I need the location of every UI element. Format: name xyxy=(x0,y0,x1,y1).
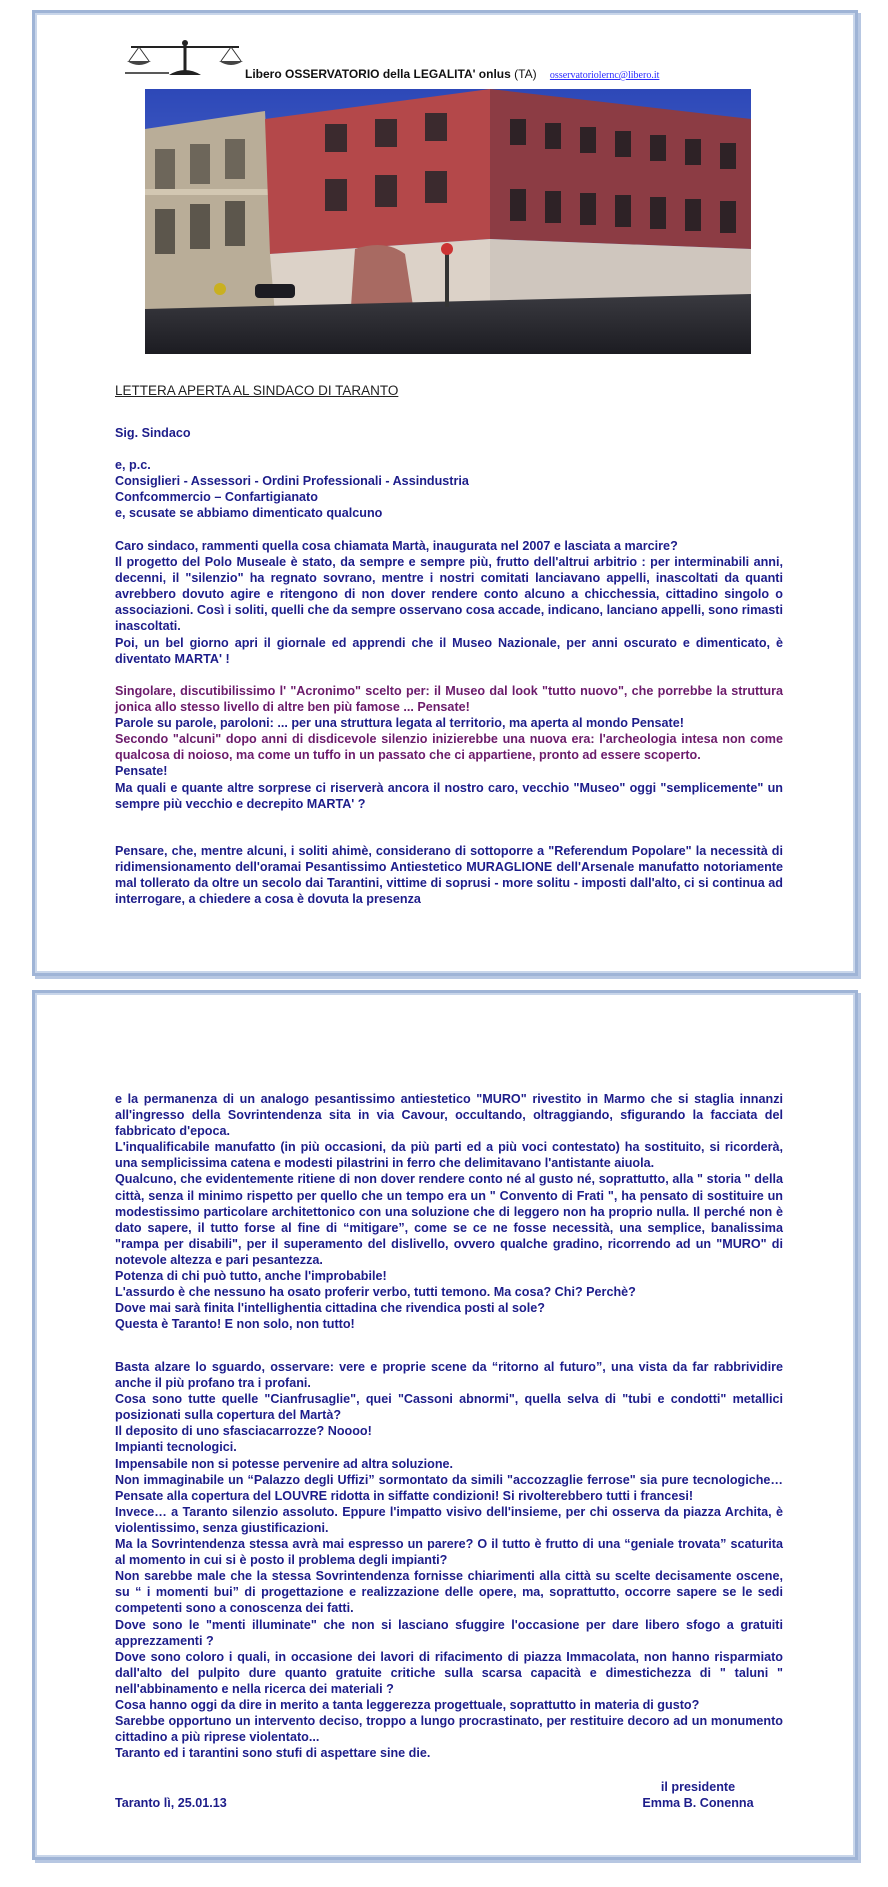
page2-block-2 xyxy=(115,1359,783,1761)
paragraph: Dove sono coloro i quali, in occasione dei lavori di rifacimento di piazza Immacolata, non hanno risparmiato dall'alto del pulpito dure quanto gratuite critiche sulla scarsa capacità e dimestichezza di " taluni " nell'abbinamento e nella ricerca dei materiali ? xyxy=(115,1649,783,1696)
org-of: della LEGALITA' onlus xyxy=(382,67,511,81)
pc-line: Confcommercio – Confartigianato xyxy=(115,490,318,505)
signature-name: Emma B. Conenna xyxy=(642,1796,754,1811)
page1-second-block xyxy=(115,683,783,812)
paragraph: L'inqualificabile manufatto (in più occasioni, da più parti ed a più voci contestato) ha sostituito, si ricorderà, una semplicissima catena e modesti pilastrini in ferro che delimitavano l'antistante aiuola. xyxy=(115,1140,783,1171)
paragraph: Dove mai sarà finita l'intellighentia cittadina che rivendica posti al sole? xyxy=(115,1301,545,1316)
paragraph: Impianti tecnologici. xyxy=(115,1440,237,1455)
paragraph: Il deposito di uno sfasciacarrozze? Noooo! xyxy=(115,1424,372,1439)
paragraph: Impensabile non si potesse pervenire ad altra soluzione. xyxy=(115,1456,454,1471)
email-link[interactable]: osservatoriolernc@libero.it xyxy=(549,70,660,81)
signature-block xyxy=(115,1779,783,1811)
letterhead xyxy=(125,37,765,83)
paragraph: Secondo "alcuni" dopo anni di disdicevole silenzio inizierebbe una nuova era: l'archeologia intesa non come qualcosa di noioso, ma come un tuffo in un passato che ci appartiene, pronto ad essere scoperto. xyxy=(115,732,783,763)
document-page-2 xyxy=(32,990,858,1860)
salutation xyxy=(115,425,783,441)
paragraph: Caro sindaco, rammenti quella cosa chiamata Martà, inaugurata nel 2007 e lasciata a marcire? xyxy=(115,539,678,553)
salutation-text: Sig. Sindaco xyxy=(115,426,191,440)
paragraph: Parole su parole, paroloni: ... per una struttura legata al territorio, ma aperta al mondo Pensate! xyxy=(115,716,684,731)
paragraph: Ma la Sovrintendenza stessa avrà mai espresso un parere? O il tutto è frutto di una “geniale trovata” scaturita al momento in cui si è posto il problema degli impianti? xyxy=(115,1537,783,1568)
page1-intro xyxy=(115,538,783,667)
signature-row-1 xyxy=(115,1779,783,1795)
letterhead-text xyxy=(245,67,659,81)
org-city: (TA) xyxy=(514,67,537,81)
paragraph: Qualcuno, che evidentemente ritiene di non dover rendere conto né al gusto né, soprattutto, alla " storia " della città, senza il minimo rispetto per quello che un tempo era un " Convento di Frati ", ha pensato di sostituire un modestissimo particolare architettonico con una soluzione che di leggero non ha proprio nulla. Il perché non è dato sapere, il tutto forse al fine di “mitigare”, come se ce ne fosse necessità, una semplice, banalissima "rampa per disabili", per il superamento del dislivello, ovvero qualche gradino, ricorrendo ad un "MURO" di notevole altezza e pari pesantezza. xyxy=(115,1172,783,1267)
place-date: Taranto lì, 25.01.13 xyxy=(115,1796,227,1811)
paragraph: e la permanenza di un analogo pesantissimo antiestetico "MURO" rivestito in Marmo che si staglia innanzi all'ingresso della Sovrintendenza sita in via Cavour, occultando, oltraggiando, sfigurando la facciata del fabbricato d'epoca. xyxy=(115,1092,783,1139)
paragraph: Cosa sono tutte quelle "Cianfrusaglie", quei "Cassoni abnormi", quella selva di "tubi e condotti" metallici posizionati sulla copertura del Martà? xyxy=(115,1392,783,1423)
paragraph: Invece… a Taranto silenzio assoluto. Eppure l'impatto visivo dell'insieme, per chi osserva da piazza Archita, è violentissimo, senza giustificazioni. xyxy=(115,1504,783,1535)
paragraph: Questa è Taranto! E non solo, non tutto! xyxy=(115,1317,355,1332)
paragraph: Singolare, discutibilissimo l' "Acronimo" scelto per: il Museo dal look "tutto nuovo", che porrebbe la struttura jonica allo stesso livello di altre ben più famose ... Pensate! xyxy=(115,684,783,715)
paragraph: Dove sono le "menti illuminate" che non si lasciano sfuggire l'occasione per dare libero sfogo a gratuiti apprezzamenti ? xyxy=(115,1617,783,1648)
paragraph: Poi, un bel giorno apri il giornale ed apprendi che il Museo Nazionale, per anni oscurato e dimenticato, è diventato MARTA' ! xyxy=(115,635,783,666)
paragraph: Sarebbe opportuno un intervento deciso, troppo a lungo procrastinato, per restituire decoro ad un monumento cittadino a più riprese violentato... xyxy=(115,1714,783,1745)
paragraph: Ma quali e quante altre sorprese ci riserverà ancora il nostro caro, vecchio "Museo" oggi "semplicemente" un sempre più vecchio e decrepito MARTA' ? xyxy=(115,780,783,811)
paragraph: Pensare, che, mentre alcuni, i soliti ahimè, considerano di sottoporre a "Referendum Popolare" la necessità di ridimensionamento dell'oramai Pesantissimo Antiestetico MURAGLIONE dell'Arsenale manufatto notoriamente mal tollerato da oltre un secolo dai Tarantini, vittime di soprusi - more solitu - imposti dall'alto, ci si continua ad interrogare, a chiedere a cosa è dovuta la presenza xyxy=(115,844,783,907)
org-name: OSSERVATORIO xyxy=(285,67,380,81)
page2-block-1 xyxy=(115,1091,783,1332)
org-prefix: Libero xyxy=(245,67,282,81)
paragraph: L'assurdo è che nessuno ha osato proferir verbo, tutti temono. Ma cosa? Chi? Perchè? xyxy=(115,1285,636,1300)
paragraph: Non sarebbe male che la stessa Sovrintendenza fornisse chiarimenti alla città su scelte decisamente oscene, su “ i momenti bui” di progettazione e realizzazione delle opere, ma, soprattutto, occorre sapere se le sedi competenti sono a conoscenza dei fatti. xyxy=(115,1569,783,1616)
paragraph: Cosa hanno oggi da dire in merito a tanta leggerezza progettuale, soprattutto in materia di gusto? xyxy=(115,1697,700,1712)
paragraph: Non immaginabile un “Palazzo degli Uffizi” sormontato da simili "accozzaglie ferrose" sia pure tecnologiche…Pensate alla copertura del LOUVRE ridotta in siffatte condizioni! Si rivolterebbero tutti i francesi! xyxy=(115,1472,783,1503)
paragraph: Taranto ed i tarantini sono stufi di aspettare sine die. xyxy=(115,1746,431,1761)
pc-block xyxy=(115,457,783,521)
paragraph: Pensate! xyxy=(115,764,168,779)
museum-photo xyxy=(145,89,751,354)
pc-line: e, scusate se abbiamo dimenticato qualcuno xyxy=(115,506,383,521)
paragraph: Il progetto del Polo Museale è stato, da sempre e sempre più, frutto dell'altrui arbitrio : per interminabili anni, decenni, il "silenzio" ha regnato sovrano, mentre i nostri comitati lanciavano appelli, inascoltati da quanti avrebbero dovuto agire e ritengono di non dover rendere conto alcuno a chicchessia, cittadino singolo o associazioni. Così i soliti, quelli che da sempre osservano cosa accade, indicano, lanciano appelli, sono rimasti inascoltati. xyxy=(115,555,783,634)
paragraph: Basta alzare lo sguardo, osservare: vere e proprie scene da “ritorno al futuro”, una vista da far rabbrividire anche il più profano tra i profani. xyxy=(115,1360,783,1391)
paragraph: Potenza di chi può tutto, anche l'improbabile! xyxy=(115,1269,387,1284)
pc-line: e, p.c. xyxy=(115,458,151,472)
signature-row-2 xyxy=(115,1795,783,1811)
page1-last xyxy=(115,843,783,907)
letter-title: LETTERA APERTA AL SINDACO DI TARANTO xyxy=(115,383,399,398)
signature-role: il presidente xyxy=(660,1780,736,1794)
scales-of-justice-logo xyxy=(125,37,245,77)
pc-line: Consiglieri - Assessori - Ordini Professionali - Assindustria xyxy=(115,474,469,489)
document-page-1 xyxy=(32,10,858,976)
